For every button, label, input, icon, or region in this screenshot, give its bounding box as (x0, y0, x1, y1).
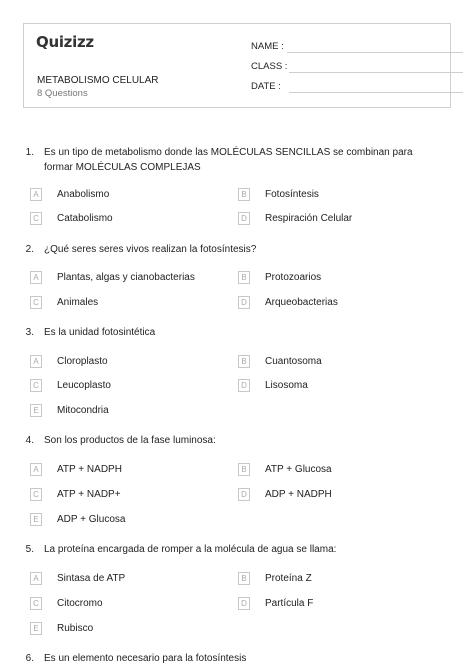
name-line (287, 52, 463, 53)
question-number: 5. (25, 544, 34, 555)
option-label: Sintasa de ATP (57, 573, 126, 584)
question-text: Es un tipo de metabolismo donde las MOLÉCULAS SENCILLAS se combinan para formar MOLÉCULAS COMPLEJAS (44, 147, 413, 173)
option-label: ADP + Glucosa (57, 514, 126, 525)
option-label: Fotosíntesis (265, 189, 319, 200)
question-number: 6. (25, 653, 34, 664)
option-letter-box: D (238, 488, 250, 501)
option-letter-box: E (30, 622, 42, 635)
option-letter-box: D (238, 379, 250, 392)
option-letter-box: D (238, 296, 250, 309)
option-letter-box: B (238, 188, 250, 201)
date-line (289, 92, 463, 93)
option-letter-box: C (30, 379, 42, 392)
option-letter-box: E (30, 404, 42, 417)
option-label: Mitocondria (57, 405, 109, 416)
option-letter-box: A (30, 271, 42, 284)
name-label: NAME : (251, 41, 284, 52)
option-label: Animales (57, 297, 99, 308)
question-number: 2. (25, 244, 34, 255)
option-letter-box: A (30, 355, 42, 368)
option-letter-box: A (30, 463, 42, 476)
option-letter-box: C (30, 296, 42, 309)
option-letter-box: C (30, 212, 42, 225)
option-letter-box: D (238, 212, 250, 225)
option-label: ATP + NADP+ (57, 489, 121, 500)
option-letter-box: B (238, 271, 250, 284)
option-label: ATP + Glucosa (265, 464, 332, 475)
option-label: Plantas, algas y cianobacterias (57, 272, 195, 283)
option-label: Cuantosoma (265, 356, 322, 367)
question-text: Es la unidad fotosintética (44, 327, 156, 338)
option-label: Catabolismo (57, 213, 113, 224)
option-letter-box: B (238, 463, 250, 476)
option-letter-box: B (238, 572, 250, 585)
question-count: 8 Questions (37, 88, 88, 99)
option-letter-box: E (30, 513, 42, 526)
option-label: Leucoplasto (57, 380, 111, 391)
option-label: Respiración Celular (265, 213, 353, 224)
option-label: Cloroplasto (57, 356, 108, 367)
question-text: Es un elemento necesario para la fotosíntesis (44, 653, 247, 664)
option-letter-box: A (30, 188, 42, 201)
option-letter-box: D (238, 597, 250, 610)
option-label: Lisosoma (265, 380, 308, 391)
class-label: CLASS : (251, 61, 288, 72)
question-text: Son los productos de la fase luminosa: (44, 435, 216, 446)
option-label: ADP + NADPH (265, 489, 332, 500)
class-field[interactable] (251, 61, 287, 72)
option-label: Rubisco (57, 623, 94, 634)
option-letter-box: A (30, 572, 42, 585)
option-label: Proteína Z (265, 573, 312, 584)
class-line (289, 72, 463, 73)
quizizz-logo: Quizizz (36, 33, 94, 51)
option-label: ATP + NADPH (57, 464, 122, 475)
option-label: Citocromo (57, 598, 103, 609)
option-label: Protozoarios (265, 272, 322, 283)
date-label: DATE : (251, 81, 281, 92)
option-letter-box: B (238, 355, 250, 368)
question-text: ¿Qué seres seres vivos realizan la fotosíntesis? (44, 244, 257, 255)
question-number: 3. (25, 327, 34, 338)
name-field[interactable] (251, 41, 284, 52)
worksheet-header (23, 23, 451, 108)
option-label: Anabolismo (57, 189, 110, 200)
option-label: Partícula F (265, 598, 314, 609)
date-field[interactable] (251, 81, 281, 92)
option-letter-box: C (30, 488, 42, 501)
question-number: 1. (25, 147, 34, 158)
question-text: La proteína encargada de romper a la molécula de agua se llama: (44, 544, 337, 555)
option-label: Arqueobacterias (265, 297, 338, 308)
option-letter-box: C (30, 597, 42, 610)
question-number: 4. (25, 435, 34, 446)
worksheet-title: METABOLISMO CELULAR (37, 75, 159, 86)
